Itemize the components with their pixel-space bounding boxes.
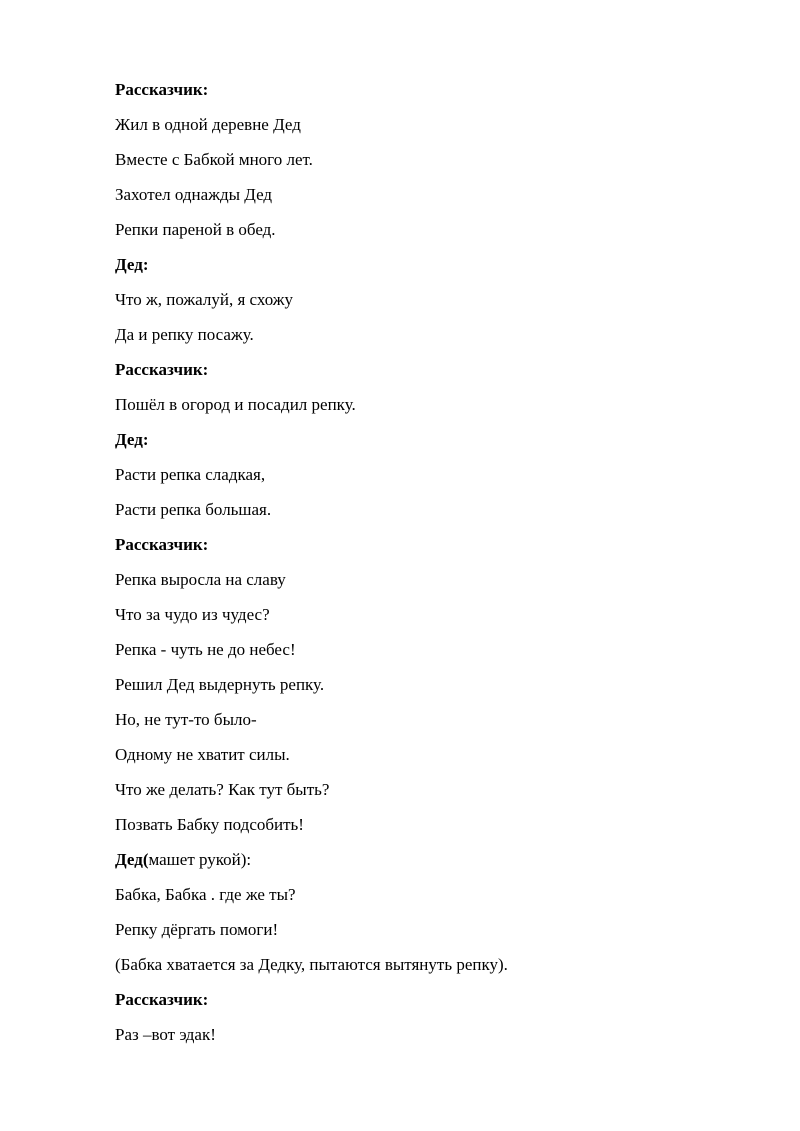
speaker-name: Дед( xyxy=(115,850,149,869)
speaker-line xyxy=(115,247,755,282)
dialogue-line: Вместе с Бабкой много лет. xyxy=(115,150,313,169)
dialogue-line: Но, не тут-то было- xyxy=(115,710,257,729)
speaker-line xyxy=(115,72,755,107)
dialogue-line: Жил в одной деревне Дед xyxy=(115,115,301,134)
dialogue-line: Да и репку посажу. xyxy=(115,325,254,344)
speaker-line xyxy=(115,527,755,562)
speaker-name: Дед: xyxy=(115,255,149,274)
speaker-line xyxy=(115,982,755,1017)
dialogue-line: Что за чудо из чудес? xyxy=(115,605,270,624)
script-text xyxy=(115,72,755,1052)
dialogue-line: (Бабка хватается за Дедку, пытаются вытянуть репку). xyxy=(115,955,508,974)
dialogue-line: Что ж, пожалуй, я схожу xyxy=(115,290,294,309)
speaker-name: Рассказчик: xyxy=(115,80,209,99)
speaker-name: Рассказчик: xyxy=(115,535,209,554)
speaker-line xyxy=(115,352,755,387)
speaker-line xyxy=(115,842,755,877)
dialogue-line: Что же делать? Как тут быть? xyxy=(115,780,330,799)
dialogue-line: Репка выросла на славу xyxy=(115,570,286,589)
dialogue-line: Репки пареной в обед. xyxy=(115,220,276,239)
dialogue-line: Расти репка сладкая, xyxy=(115,465,266,484)
dialogue-line: Расти репка большая. xyxy=(115,500,272,519)
dialogue-line: Раз –вот эдак! xyxy=(115,1025,216,1044)
speaker-line xyxy=(115,422,755,457)
dialogue-line: Захотел однажды Дед xyxy=(115,185,273,204)
speaker-name: Рассказчик: xyxy=(115,990,209,1009)
stage-direction: машет рукой): xyxy=(148,850,252,869)
dialogue-line: Решил Дед выдернуть репку. xyxy=(115,675,325,694)
dialogue-line: Пошёл в огород и посадил репку. xyxy=(115,395,356,414)
speaker-name: Рассказчик: xyxy=(115,360,209,379)
dialogue-line: Бабка, Бабка . где же ты? xyxy=(115,885,296,904)
dialogue-line: Одному не хватит силы. xyxy=(115,745,290,764)
dialogue-line: Репку дёргать помоги! xyxy=(115,920,279,939)
speaker-name: Дед: xyxy=(115,430,149,449)
dialogue-line: Репка - чуть не до небес! xyxy=(115,640,296,659)
dialogue-line: Позвать Бабку подсобить! xyxy=(115,815,304,834)
